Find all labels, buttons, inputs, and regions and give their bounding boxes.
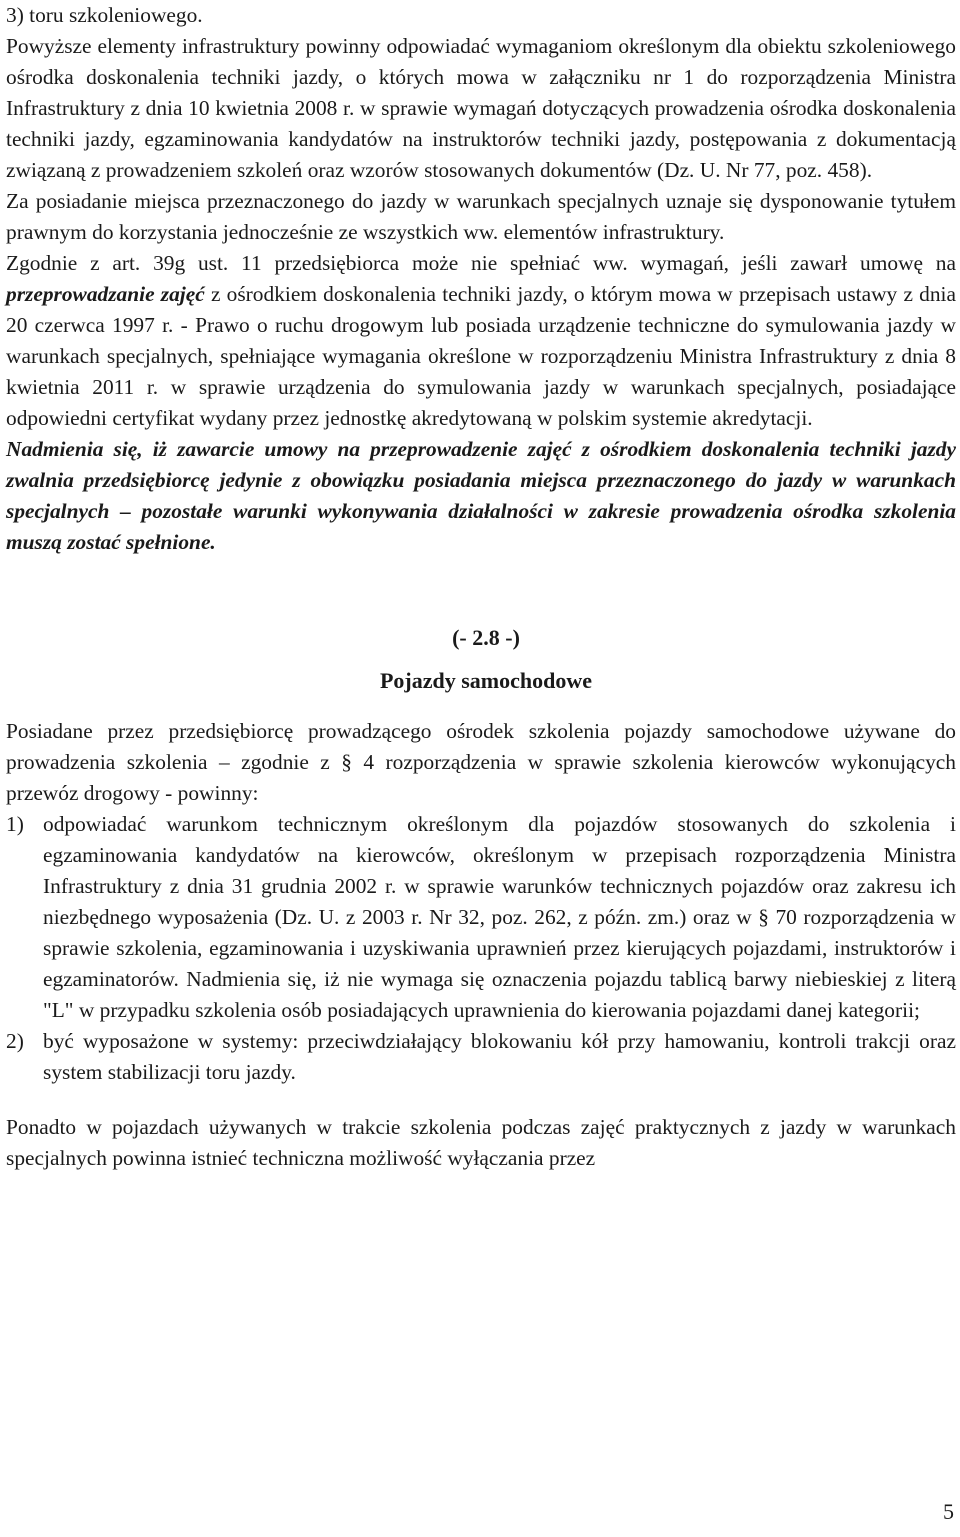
- list-continuation: 3) toru szkoleniowego.: [6, 3, 203, 27]
- paragraph-article-39g-part1: Zgodnie z art. 39g ust. 11 przedsiębiorca może nie spełniać ww. wymagań, jeśli zawarł umowę na: [6, 251, 956, 275]
- paragraph-legal-title: Za posiadanie miejsca przeznaczonego do jazdy w warunkach specjalnych uznaje się dysponowanie tytułem prawnym do korzystania jednocześnie ze wszystkich ww. elementów infrastruktury.: [6, 189, 956, 244]
- section-title: Pojazdy samochodowe: [379, 668, 593, 693]
- emphasis-przeprowadzanie-zajec: przeprowadzanie zajęć: [6, 282, 205, 306]
- closing-paragraph: Ponadto w pojazdach używanych w trakcie szkolenia podczas zajęć praktycznych z jazdy w warunkach specjalnych powinna istnieć techniczna możliwość wyłączania przez: [6, 1115, 956, 1170]
- requirements-list: [6, 809, 956, 1088]
- paragraph-infrastructure-requirements: Powyższe elementy infrastruktury powinny odpowiadać wymaganiom określonym dla obiektu szkoleniowego ośrodka doskonalenia techniki jazdy, o których mowa w załączniku nr 1 do rozporządzenia Ministra Infrastruktury z dnia 10 kwietnia 2008 r. w sprawie wymagań dotyczących prowadzenia ośrodka doskonalenia techniki jazdy, egzaminowania kandydatów na instruktorów techniki jazdy, postępowania z dokumentacją związaną z prowadzeniem szkoleń oraz wzorów stosowanych dokumentów (Dz. U. Nr 77, poz. 458).: [6, 34, 956, 182]
- paragraph-article-39g: [6, 248, 956, 434]
- list-item-number: 2): [6, 1029, 24, 1053]
- list-item-text: być wyposażone w systemy: przeciwdziałający blokowaniu kół przy hamowaniu, kontroli trakcji oraz system stabilizacji toru jazdy.: [43, 1029, 956, 1084]
- list-item-number: 1): [6, 812, 24, 836]
- paragraph-article-39g-part2: z ośrodkiem doskonalenia techniki jazdy, o którym mowa w przepisach ustawy z dnia 20 czerwca 1997 r. - Prawo o ruchu drogowym lub posiada urządzenie techniczne do symulowania jazdy w warunkach specjalnych, spełniające wymagania określone w rozporządzeniu Ministra Infrastruktury z dnia 8 kwietnia 2011 r. w sprawie urządzenia do symulowania jazdy w warunkach specjalnych, posiadające odpowiedni certyfikat wydany przez jednostkę akredytowaną w polskim systemie akredytacji.: [6, 282, 956, 430]
- list-item: [6, 809, 956, 1026]
- document-page: [6, 0, 956, 1174]
- list-item-text: odpowiadać warunkom technicznym określonym dla pojazdów stosowanych do szkolenia i egzaminowania kandydatów na kierowców, określonym w przepisach rozporządzenia Ministra Infrastruktury z dnia 31 grudnia 2002 r. w sprawie warunków technicznych pojazdów oraz zakresu ich niezbędnego wyposażenia (Dz. U. z 2003 r. Nr 32, poz. 262, z późn. zm.) oraz w § 70 rozporządzenia w sprawie szkolenia, egzaminowania i uzyskiwania uprawnień przez kierujących pojazdami, instruktorów i egzaminatorów. Nadmienia się, iż nie wymaga się oznaczenia pojazdu tablicą barwy niebieskiej z literą "L" w przypadku szkolenia osób posiadających uprawnienia do kierowania pojazdami danej kategorii;: [43, 812, 956, 1022]
- section-number: (- 2.8 -): [452, 625, 520, 650]
- section-intro-paragraph: Posiadane przez przedsiębiorcę prowadzącego ośrodek szkolenia pojazdy samochodowe używane do prowadzenia szkolenia – zgodnie z § 4 rozporządzenia w sprawie szkolenia kierowców wykonujących przewóz drogowy - powinny:: [6, 719, 956, 805]
- vertical-spacer: [6, 1088, 956, 1112]
- list-item: [6, 1026, 956, 1088]
- page-number: 5: [943, 1499, 954, 1524]
- notice-paragraph: Nadmienia się, iż zawarcie umowy na przeprowadzenie zajęć z ośrodkiem doskonalenia techniki jazdy zwalnia przedsiębiorcę jedynie z obowiązku posiadania miejsca przeznaczonego do jazdy w warunkach specjalnych – pozostałe warunki wykonywania działalności w zakresie prowadzenia ośrodka szkolenia muszą zostać spełnione.: [6, 437, 956, 554]
- section-heading: [6, 622, 956, 696]
